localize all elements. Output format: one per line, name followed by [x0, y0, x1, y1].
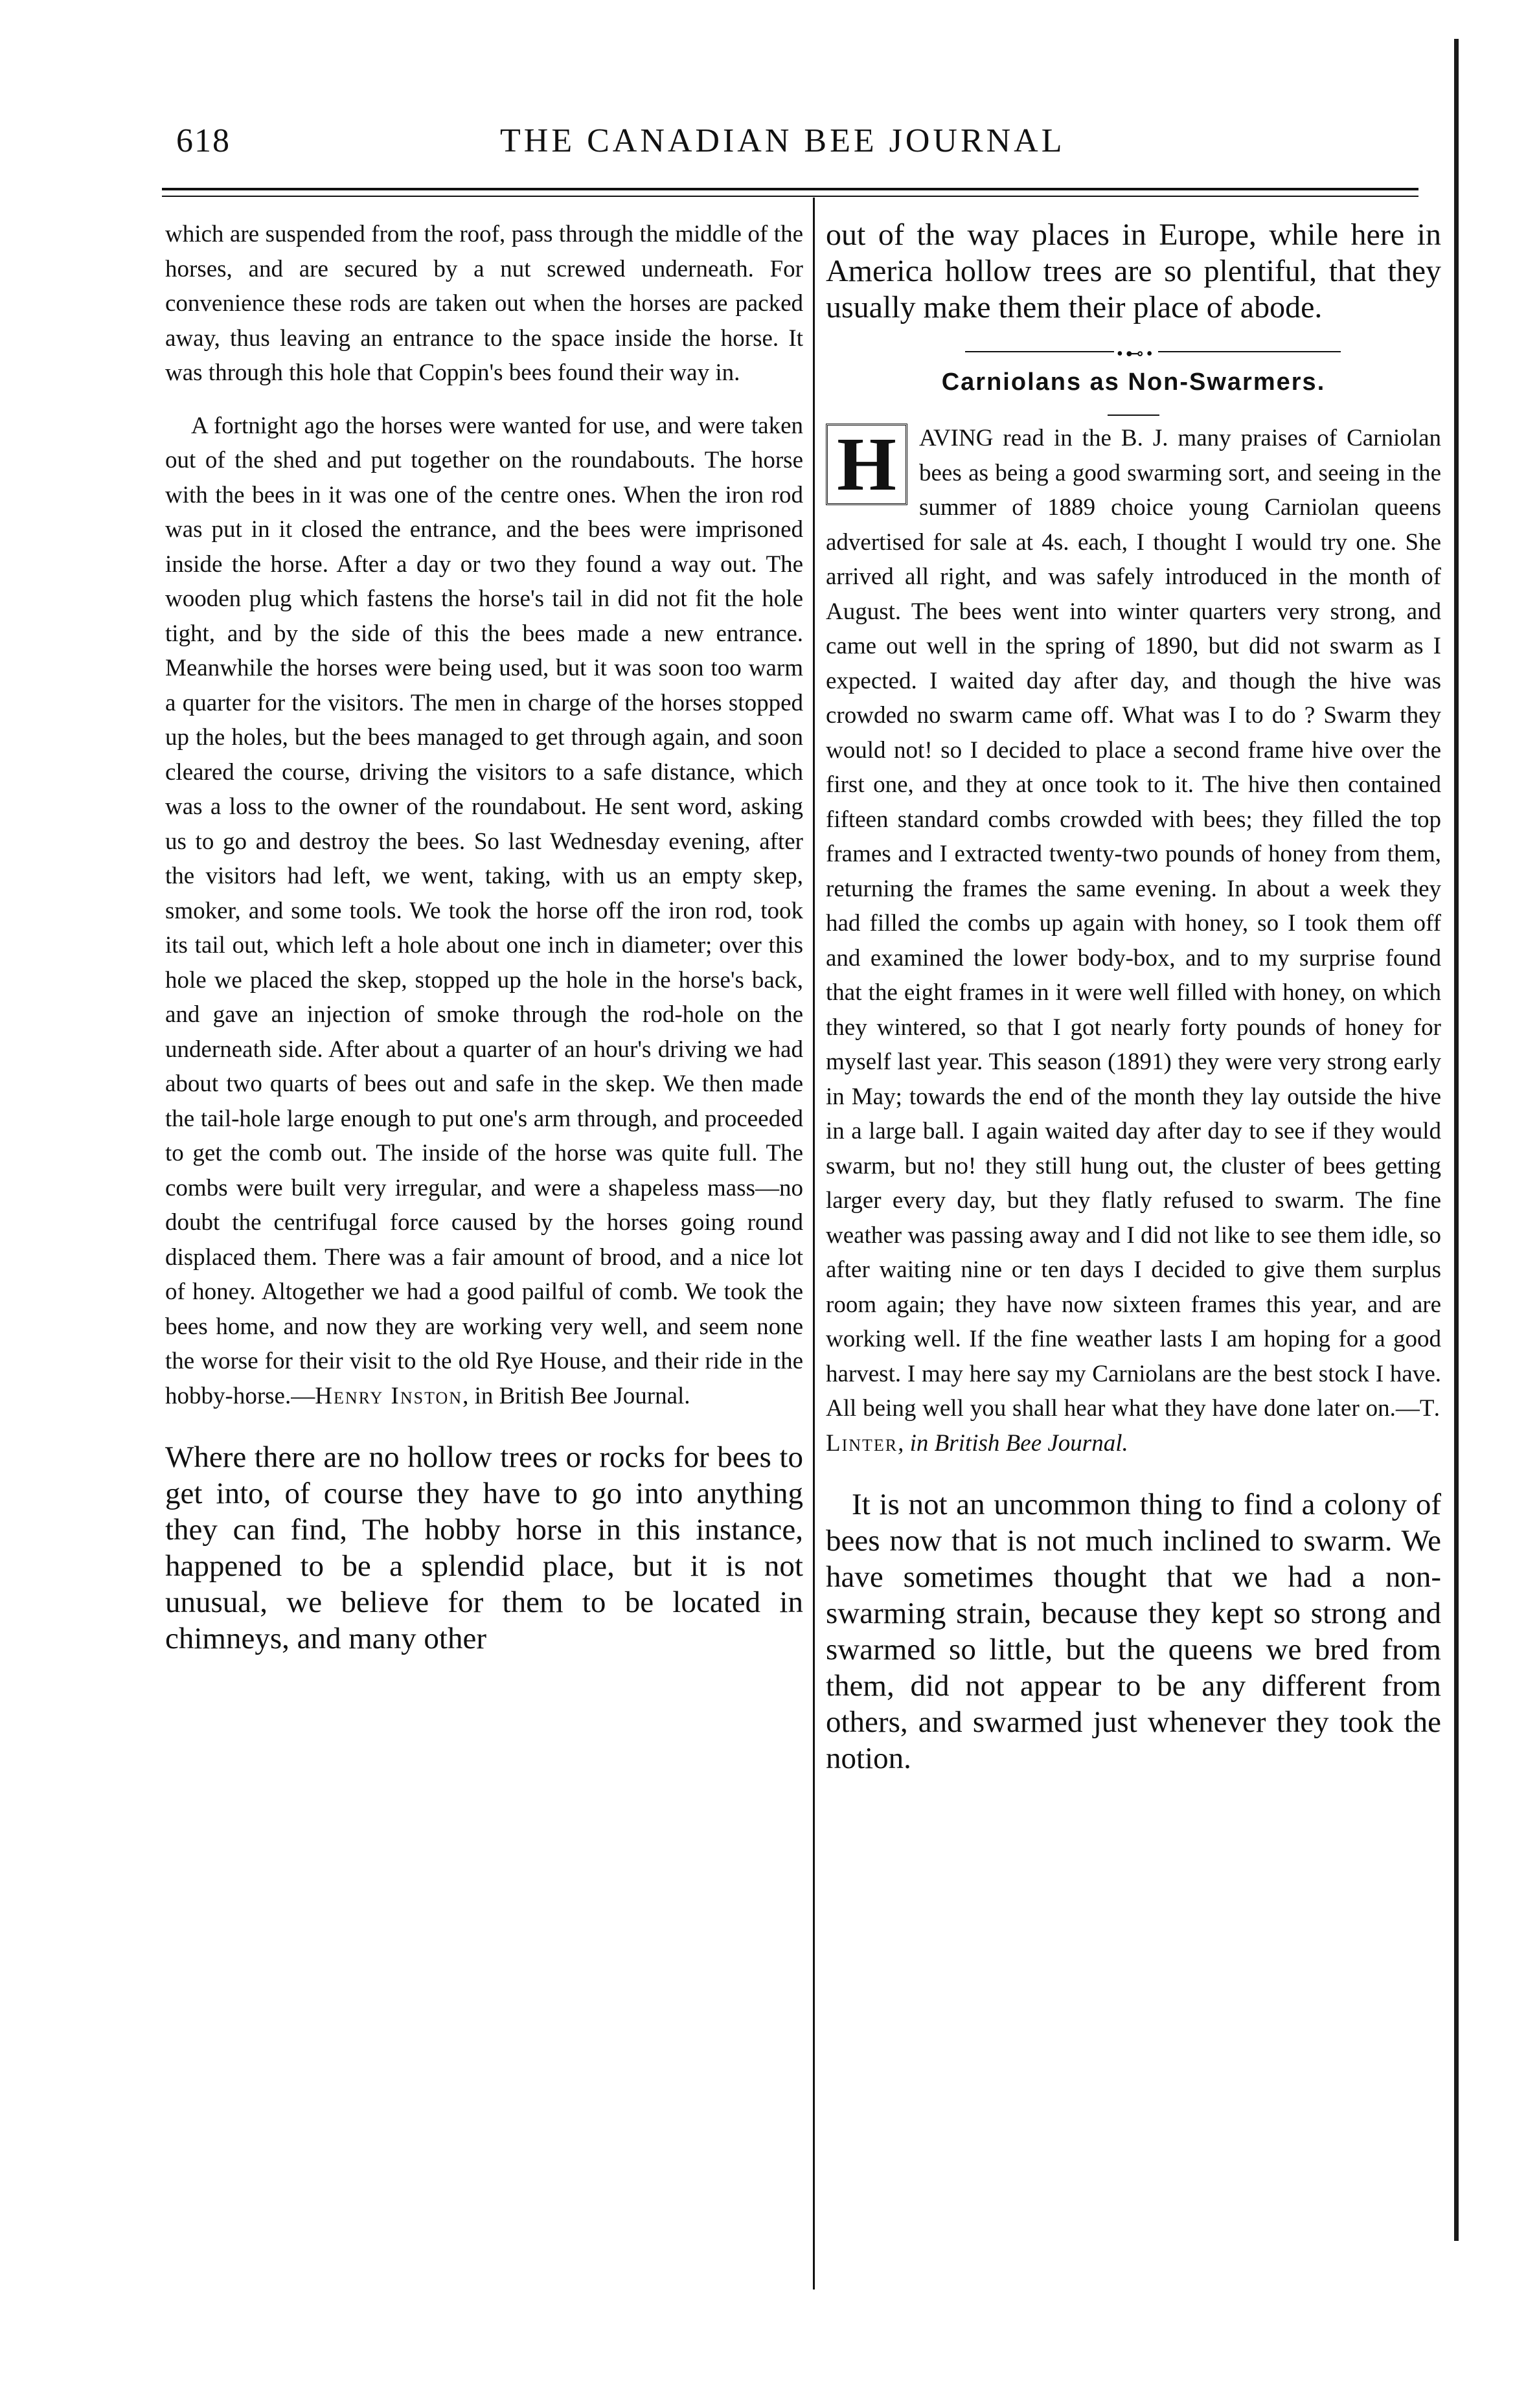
dropcap-letter: H — [826, 424, 907, 505]
paragraph-gap — [165, 1413, 803, 1439]
article-heading: Carniolans as Non-Swarmers. — [941, 369, 1326, 396]
article-body — [826, 421, 1441, 1460]
article-source-citation: , in British Bee Journal. — [898, 1429, 1128, 1457]
left-paragraph-1: which are suspended from the roof, pass through the middle of the horses, and are secured by a nut screwed underneath. For convenience these rods are taken out when the horses are packed away, thus leaving an entrance to the space inside the horse. It was through this hole that Coppin's bees found their way in. — [165, 221, 803, 386]
paragraph-gap — [826, 1460, 1441, 1486]
heading-dash — [1108, 415, 1159, 416]
editorial-comment-continued: out of the way places in Europe, while here in America hollow trees are so plentiful, that they usually make them their place of abode. — [826, 218, 1441, 324]
right-column — [826, 217, 1441, 1777]
author-signature-inston: Henry Inston — [315, 1382, 463, 1409]
page-binding-edge — [1454, 39, 1459, 2241]
left-paragraph-2-text: A fortnight ago the horses were wanted for use, and were taken out of the shed and put together on the roundabouts. The horse with the bees in it was one of the centre ones. When the iron rod was put in it closed the entrance, and the bees were imprisoned inside the horse. After a day or two they found a way out. The wooden plug which fastens the horse's tail in did not fit the hole tight, and by the side of this the bees made a new entrance. Meanwhile the horses were being used, but it was soon too warm a quarter for the visitors. The men in charge of the horses stopped up the holes, but the bees managed to get through again, and soon cleared the course, driving the visitors to a safe distance, which was a loss to the owner of the roundabout. He sent word, asking us to go and destroy the bees. So last Wednesday evening, after the visitors had left, we went, taking, with us an empty skep, smoker, and some tools. We took the horse off the iron rod, took its tail out, which left a hole about one inch in diameter; over this hole we placed the skep, stopped up the hole in the horse's back, and gave an injection of smoke through the rod-hole on the underneath side. After about a quarter of an hour's driving we had about two quarts of bees out and safe in the skep. We then made the tail-hole large enough to put one's arm through, and proceeded to get the comb out. The inside of the horse was quite full. The combs were built very irregular, and were a shapeless mass—no doubt the centrifugal force caused by the horses going round displaced them. There was a fair amount of brood, and a nice lot of honey. Altogether we had a good pailful of comb. We took the bees home, and now they are working very well, and seem none the worse for their visit to the old Rye House, and their ride in the hobby-horse.— — [165, 412, 803, 1409]
header-rule-thin — [162, 196, 1418, 197]
editorial-comment-right: It is not an uncommon thing to find a colony of bees now that is not much inclined to swarm. We have sometimes thought that we had a non-swarming strain, because they kept so strong and swarmed so little, but the queens we bred from them, did not appear to be any different from others, and swarmed just whenever they took the notion. — [826, 1488, 1441, 1775]
left-paragraph-2 — [165, 409, 803, 1414]
header-rule — [162, 188, 1418, 190]
editorial-comment-left: Where there are no hollow trees or rocks for bees to get into, of course they have to go into anything they can find, The hobby horse in this instance, happened to be a splendid place, but it is not unusual, we believe for them to be located in chimneys, and many other — [165, 1440, 803, 1655]
author-signature-linter: T. Linter — [826, 1395, 1441, 1457]
left-column — [165, 217, 803, 1657]
paragraph-gap — [165, 391, 803, 409]
ornament-glyph: •⊷• — [1114, 343, 1158, 365]
source-citation: , in British Bee Journal. — [462, 1382, 690, 1409]
page-number: 618 — [176, 122, 231, 159]
article-body-text: AVING read in the B. J. many praises of Carniolan bees as being a good swarming sort, and seeing in the summer of 1889 choice young Carniolan queens advertised for sale at 4s. each, I thought I would try one. She arrived all right, and was safely introduced in the month of August. The bees went into winter quarters very strong, and came out well in the spring of 1890, but did not swarm as I expected. I waited day after day, and though the hive was crowded no swarm came off. What was I to do ? Swarm they would not! so I decided to place a second frame hive over the first one, and they at once took to it. The hive then contained fifteen standard combs crowded with bees; they filled the top frames and I extracted twenty-two pounds of honey from them, returning the frames the same evening. In about a week they had filled the combs up again with honey, so I took them off and examined the lower body-box, and to my surprise found that the eight frames in it were well filled with honey, on which they wintered, so that I got nearly forty pounds of honey for myself last year. This season (1891) they were very strong early in May; towards the end of the month they lay outside the hive in a large ball. I again waited day after day to see if they would swarm, but no! they still hung out, the cluster of bees getting larger every day, but they flatly refused to swarm. The fine weather was passing away and I did not like to see them idle, so after waiting nine or ten days I decided to give them surplus room again; they have now sixteen frames this year, and are working well. If the fine weather lasts I am hoping for a good harvest. I may here say my Carniolans are the best stock I have. All being well you shall hear what they have done later on.— — [826, 425, 1441, 1422]
column-divider — [813, 198, 815, 2289]
page-header — [176, 122, 1433, 174]
journal-title: THE CANADIAN BEE JOURNAL — [500, 122, 1065, 159]
section-ornament — [826, 339, 1441, 365]
